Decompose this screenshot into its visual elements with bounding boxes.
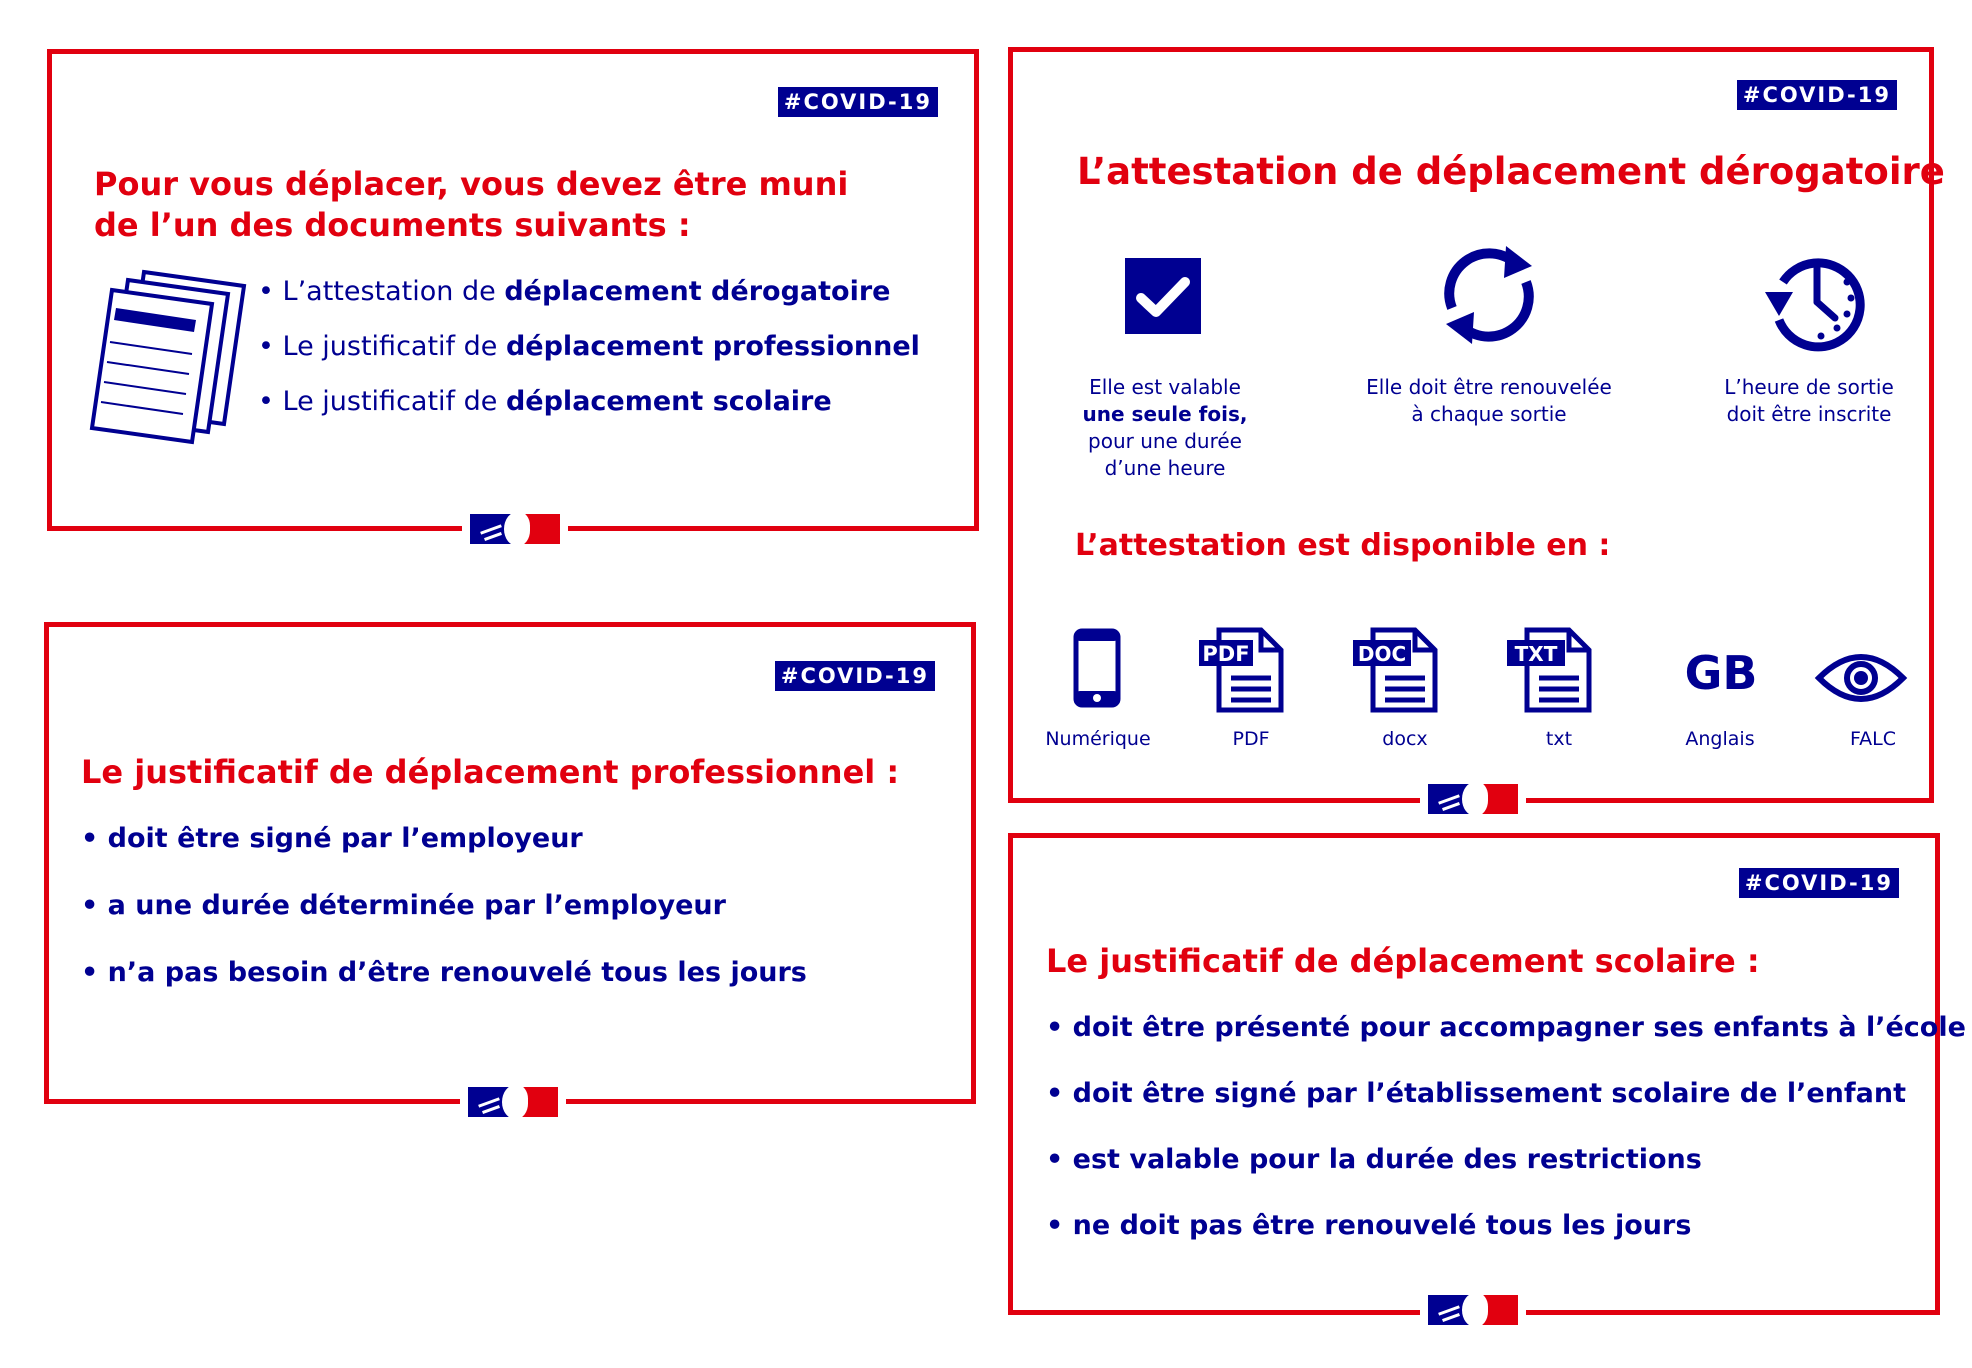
bullet: • [258, 386, 274, 417]
item-text: ne doit pas être renouvelé tous les jours [1072, 1210, 1692, 1241]
pdf-badge: PDF [1202, 642, 1250, 666]
availability-subtitle: L’attestation est disponible en : [1075, 528, 1611, 563]
bullet: • [258, 276, 274, 307]
item-text: Le justificatif de [282, 386, 506, 417]
title-line-1: Pour vous déplacer, vous devez être muni [94, 165, 849, 203]
format-label: Numérique [1045, 728, 1151, 750]
list-item: • doit être signé par l’établissement scolaire de l’enfant [1046, 1078, 1906, 1109]
list-item [258, 331, 920, 362]
card-documents-title [94, 164, 848, 246]
format-label: FALC [1849, 728, 1897, 750]
feature-line: pour une durée [1088, 429, 1242, 453]
list-item: • est valable pour la durée des restrictions [1046, 1144, 1702, 1175]
bullet: • [258, 331, 274, 362]
list-item: • n’a pas besoin d’être renouvelé tous les jours [81, 957, 807, 988]
list-item: • doit être présenté pour accompagner ses enfants à l’école [1046, 1012, 1966, 1043]
txt-badge: TXT [1514, 642, 1558, 666]
feature-renew [1339, 374, 1639, 428]
feature-line: Elle est valable [1089, 375, 1241, 399]
documents-icon [96, 264, 246, 444]
card-professionnel-title: Le justificatif de déplacement professionnel : [81, 753, 900, 791]
item-text: L’attestation de [282, 276, 505, 307]
item-bold-text: déplacement professionnel [505, 331, 920, 362]
marianne-logo [462, 510, 568, 548]
clock-icon [1755, 248, 1865, 348]
feature-time [1689, 374, 1929, 428]
format-label: txt [1545, 728, 1573, 750]
format-label: docx [1382, 728, 1428, 750]
covid-tag: #COVID-19 [778, 87, 938, 117]
item-text: Le justificatif de [282, 331, 506, 362]
format-label: PDF [1232, 728, 1270, 750]
list-item: • a une durée déterminée par l’employeur [81, 890, 726, 921]
refresh-icon [1434, 240, 1544, 350]
card-attestation-title: L’attestation de déplacement dérogatoire [1077, 150, 1945, 193]
card-documents [47, 49, 979, 531]
card-professionnel [44, 622, 976, 1104]
title-line-2: de l’un des documents suivants : [94, 206, 691, 244]
list-item: • doit être signé par l’employeur [81, 823, 583, 854]
eye-icon [1815, 650, 1907, 706]
covid-tag: #COVID-19 [1737, 80, 1897, 110]
feature-valid-once [1065, 374, 1265, 482]
format-label: Anglais [1685, 728, 1755, 750]
feature-line: à chaque sortie [1411, 402, 1567, 426]
pdf-file-icon [1199, 626, 1289, 716]
item-bold-text: déplacement dérogatoire [504, 276, 891, 307]
doc-file-icon [1353, 626, 1443, 716]
marianne-logo [460, 1083, 566, 1121]
feature-line: doit être inscrite [1726, 402, 1892, 426]
list-item [258, 386, 832, 417]
feature-line: L’heure de sortie [1724, 375, 1894, 399]
item-text: a une durée déterminée par l’employeur [107, 890, 726, 921]
english-icon: GB [1684, 646, 1758, 700]
smartphone-icon [1073, 628, 1123, 708]
card-attestation [1008, 47, 1945, 803]
feature-line: une seule fois, [1082, 402, 1248, 426]
item-bold-text: déplacement scolaire [505, 386, 832, 417]
feature-line: Elle doit être renouvelée [1366, 375, 1612, 399]
list-item [258, 276, 890, 307]
doc-badge: DOC [1357, 642, 1407, 666]
marianne-logo [1420, 780, 1526, 818]
card-scolaire-title: Le justificatif de déplacement scolaire : [1046, 942, 1760, 980]
item-text: doit être signé par l’employeur [107, 823, 583, 854]
marianne-logo [1420, 1291, 1526, 1329]
item-text: est valable pour la durée des restrictions [1072, 1144, 1702, 1175]
checkbox-icon [1125, 258, 1205, 338]
item-text: doit être signé par l’établissement scolaire de l’enfant [1072, 1078, 1906, 1109]
txt-file-icon [1507, 626, 1597, 716]
item-text: n’a pas besoin d’être renouvelé tous les jours [107, 957, 807, 988]
list-item: • ne doit pas être renouvelé tous les jours [1046, 1210, 1692, 1241]
covid-tag: #COVID-19 [1739, 868, 1899, 898]
item-text: doit être présenté pour accompagner ses enfants à l’école [1072, 1012, 1966, 1043]
card-scolaire [1008, 833, 1966, 1315]
covid-tag: #COVID-19 [775, 661, 935, 691]
feature-line: d’une heure [1104, 456, 1226, 480]
